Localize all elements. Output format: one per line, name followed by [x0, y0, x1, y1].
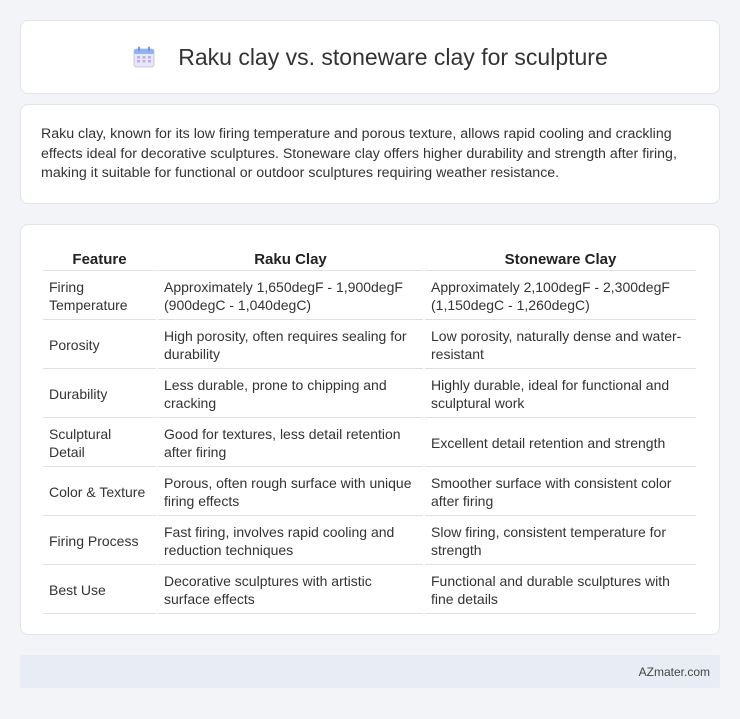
raku-cell: Less durable, prone to chipping and cracking — [158, 371, 423, 418]
description-card — [20, 104, 720, 204]
header-feature: Feature — [43, 245, 156, 271]
footer-brand[interactable]: AZmater.com — [638, 664, 710, 679]
stoneware-cell: Approximately 2,100degF - 2,300degF (1,150degC - 1,260degC) — [425, 273, 696, 320]
stoneware-cell: Functional and durable sculptures with fine details — [425, 567, 696, 614]
feature-cell: Durability — [43, 371, 156, 418]
table-row — [43, 371, 696, 418]
feature-cell: Porosity — [43, 322, 156, 369]
stoneware-cell: Smoother surface with consistent color after firing — [425, 469, 696, 516]
comparison-table — [41, 243, 698, 616]
description-text: Raku clay, known for its low firing temperature and porous texture, allows rapid cooling and crackling effects ideal for decorative sculptures. Stoneware clay offers higher durability and strength after firing, making it suitable for functional or outdoor sculptures requiring weather resistance. — [41, 126, 677, 181]
header-card — [20, 20, 720, 94]
table-row — [43, 518, 696, 565]
table-row — [43, 273, 696, 320]
stoneware-cell: Low porosity, naturally dense and water-resistant — [425, 322, 696, 369]
raku-cell: Good for textures, less detail retention after firing — [158, 420, 423, 467]
table-row — [43, 322, 696, 369]
header-raku: Raku Clay — [158, 245, 423, 271]
page-title: Raku clay vs. stoneware clay for sculpture — [178, 43, 608, 70]
feature-cell: Best Use — [43, 567, 156, 614]
table-row — [43, 420, 696, 467]
header-stoneware: Stoneware Clay — [425, 245, 696, 271]
feature-cell: Sculptural Detail — [43, 420, 156, 467]
calendar-icon — [132, 45, 156, 69]
raku-cell: Approximately 1,650degF - 1,900degF (900degC - 1,040degC) — [158, 273, 423, 320]
raku-cell: Porous, often rough surface with unique firing effects — [158, 469, 423, 516]
stoneware-cell: Highly durable, ideal for functional and sculptural work — [425, 371, 696, 418]
table-row — [43, 567, 696, 614]
raku-cell: Fast firing, involves rapid cooling and reduction techniques — [158, 518, 423, 565]
stoneware-cell: Slow firing, consistent temperature for strength — [425, 518, 696, 565]
feature-cell: Firing Temperature — [43, 273, 156, 320]
feature-cell: Firing Process — [43, 518, 156, 565]
raku-cell: Decorative sculptures with artistic surface effects — [158, 567, 423, 614]
raku-cell: High porosity, often requires sealing for durability — [158, 322, 423, 369]
footer — [20, 655, 720, 688]
table-header-row — [43, 245, 696, 271]
stoneware-cell: Excellent detail retention and strength — [425, 420, 696, 467]
table-row — [43, 469, 696, 516]
feature-cell: Color & Texture — [43, 469, 156, 516]
comparison-table-card — [20, 224, 720, 635]
